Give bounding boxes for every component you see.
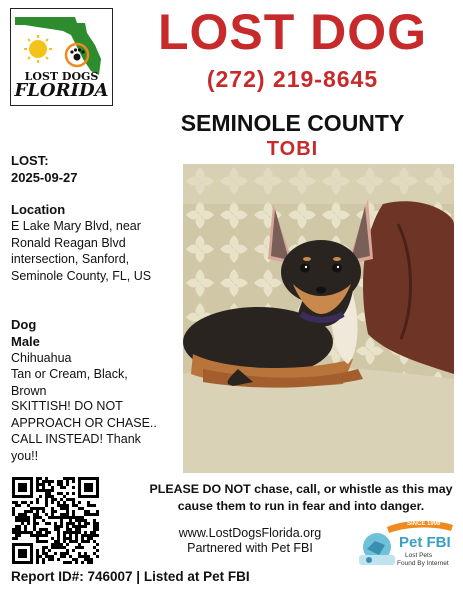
pet-fbi-name: Pet FBI bbox=[399, 534, 451, 551]
contact-phone[interactable]: (272) 219-8645 bbox=[206, 66, 379, 92]
species: Dog bbox=[11, 317, 37, 332]
lost-dogs-florida-logo bbox=[10, 8, 113, 106]
logo-line-1: LOST DOGS bbox=[24, 70, 99, 83]
pet-fbi-tag-2: Found By Internet bbox=[397, 560, 449, 567]
county-name: SEMINOLE COUNTY bbox=[180, 110, 405, 136]
pet-fbi-logo bbox=[355, 517, 455, 573]
logo-line-2: FLORIDA bbox=[14, 80, 109, 101]
dog-photo bbox=[183, 164, 454, 473]
breed: Chihuahua bbox=[11, 351, 72, 365]
qr-code[interactable] bbox=[12, 477, 99, 564]
location-text: E Lake Mary Blvd, near Ronald Reagan Blvd intersection, Sanford, Seminole County, FL, US bbox=[11, 219, 152, 283]
behavior-notes: SKITTISH! DO NOT APPROACH OR CHASE.. CALL INSTEAD! Thank you!! bbox=[11, 399, 157, 463]
website-link[interactable]: www.LostDogsFlorida.org bbox=[178, 526, 322, 540]
pet-name: TOBI bbox=[266, 138, 319, 160]
sex: Male bbox=[11, 334, 40, 349]
lost-date: 2025-09-27 bbox=[11, 170, 78, 185]
coat-colors: Tan or Cream, Black, Brown bbox=[11, 367, 128, 398]
partner-text: Partnered with Pet FBI bbox=[187, 541, 313, 555]
pet-fbi-since: SINCE 1998 bbox=[407, 521, 441, 527]
pet-fbi-tag-1: Lost Pets bbox=[405, 552, 433, 559]
report-footer: Report ID#: 746007 | Listed at Pet FBI bbox=[11, 569, 250, 584]
lost-label: LOST: bbox=[11, 153, 49, 168]
safety-warning: PLEASE DO NOT chase, call, or whistle as this may cause them to run in fear and into danger. bbox=[149, 482, 453, 513]
poster-headline: LOST DOG bbox=[157, 4, 428, 60]
location-label: Location bbox=[11, 202, 66, 217]
